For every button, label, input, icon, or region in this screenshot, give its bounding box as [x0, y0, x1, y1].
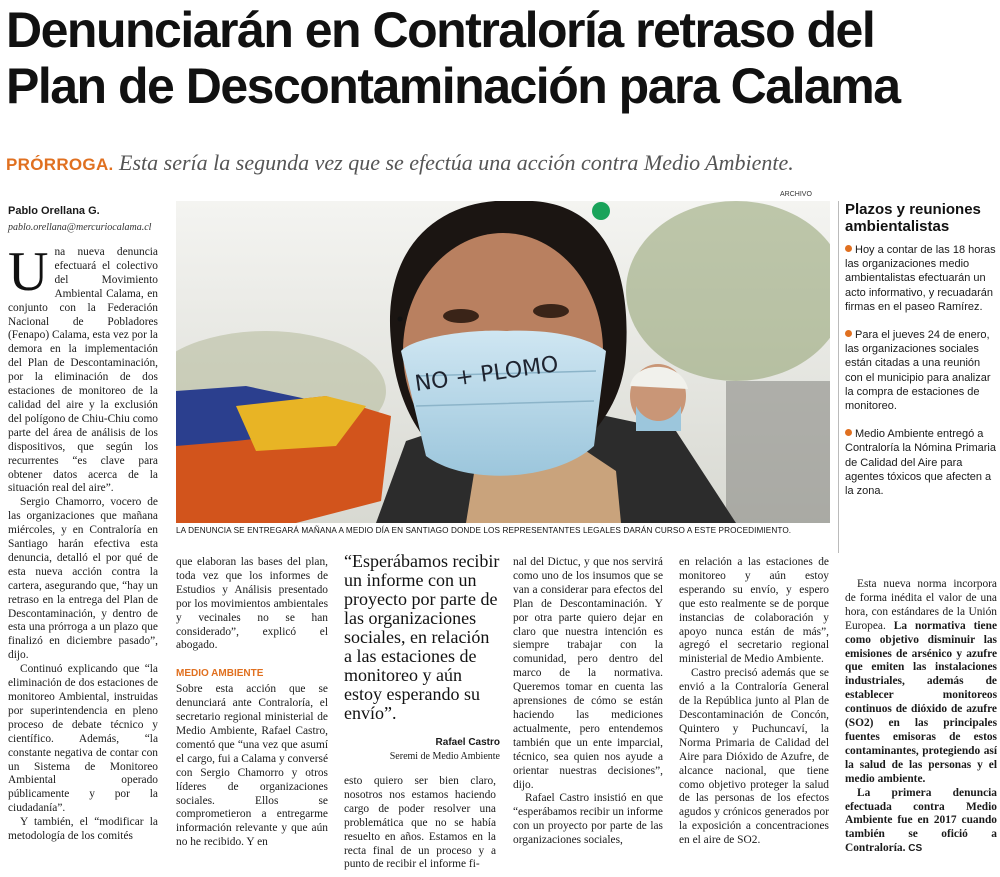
- headline: [6, 2, 996, 114]
- byline-email: pablo.orellana@mercuriocalama.cl: [8, 222, 152, 233]
- body-column-3: [344, 775, 496, 877]
- bullet-icon: [845, 429, 852, 436]
- photo-credit: ARCHIVO: [780, 191, 812, 198]
- photo-caption: LA DENUNCIA SE ENTREGARÁ MAÑANA A MEDIO DÍA EN SANTIAGO DONDE LOS REPRESENTANTES LEGALES DARÁN CURSO A ESTE PROCEDIMIENTO.: [176, 526, 792, 535]
- sidebar-divider: [838, 201, 839, 553]
- body-column-6: [845, 578, 997, 877]
- sidebar-item: Para el jueves 24 de enero, las organizaciones sociales están citadas a una reunión con el municipio para analizar la compra de estaciones de monitoreo.: [845, 329, 991, 413]
- drop-cap: U: [8, 246, 49, 303]
- news-photo: [176, 201, 830, 523]
- sidebar-item: Hoy a contar de las 18 horas las organizaciones medio ambientalistas efectuarán un acto informativo, y recuadarán firmas en el paseo Ramírez.: [845, 244, 996, 313]
- deck: [6, 150, 996, 176]
- byline-author: Pablo Orellana G.: [8, 205, 100, 217]
- deck-kicker: PRÓRROGA.: [6, 155, 114, 174]
- subheading: MEDIO AMBIENTE: [176, 668, 264, 680]
- bullet-icon: [845, 330, 852, 337]
- mask-text: NO + PLOMO: [413, 352, 560, 397]
- pull-quote-role: Seremi de Medio Ambiente: [389, 751, 500, 762]
- protester-photo-illustration: [176, 201, 830, 523]
- paragraph: Continuó explicando que “la eliminación de dos estaciones de monitoreo Ambiental, instruidas por superintendencia en pleno proceso de debate técnico y científico. Además, “la constante negativa de contar con un Sistema de Monitoreo Ambiental operado públicamente y por la ciudadanía”.: [8, 663, 158, 815]
- end-mark: CS: [908, 843, 923, 855]
- pull-quote: [344, 552, 500, 762]
- pull-quote-text: “Esperábamos recibir un informe con un proyecto por parte de las organizaciones sociales, en relación a las estaciones de monitoreo y aún estoy esperando su envío”.: [344, 551, 500, 723]
- paragraph: Sobre esta acción que se denunciará ante Contraloría, el secretario regional ministerial de Medio Ambiente, Rafael Castro, comentó que “una vez que asumí el cargo, fui a Calama y conversé con Sergio Chamorro y otros líderes de organizaciones sociales. Ellos se comprometieron a entregarme información relevante y que aún no he recibido. Y en: [176, 683, 328, 849]
- paragraph: Rafael Castro insistió en que “esperábamos recibir un informe con un proyecto por parte de las organizaciones sociales,: [513, 792, 663, 847]
- paragraph: nal del Dictuc, y que nos servirá como uno de los insumos que se van a considerar para efectos del Plan de Descontaminación. Y por otra parte quiero dejar en claro que nuestra intención es siempre trabajar con la comunidad, pero dentro del marco de la normativa. Queremos tomar en cuenta las aprensiones de cómo se están haciendo las mediciones actualmente, pero entendemos también que un ente imparcial, técnico, sea quien nos ayude a orientar nuestras decisiones”, dijo.: [513, 556, 663, 791]
- paragraph: en relación a las estaciones de monitoreo y aún estoy esperando su envío, y espero que esto realmente se de porque instancias de colaboración y apoyo nunca están de más”, agregó el secretario regional ministerial de Medio Ambiente.: [679, 556, 829, 666]
- bullet-icon: [845, 245, 852, 252]
- paragraph: Castro precisó además que se envió a la Contraloría General de la República junto al Plan de Descontaminación de Concón, Quintero y Puchuncaví, la Norma Primaria de Calidad del Aire para Dióxido de Azufre, de alcance nacional, que tiene como objetivo proteger la salud de las personas de los efectos agudos y crónicos generados por la exposición a concentraciones en el aire de SO2.: [679, 667, 829, 847]
- deck-text: Esta sería la segunda vez que se efectúa una acción contra Medio Ambiente.: [119, 150, 794, 175]
- paragraph: que elaboran las bases del plan, toda vez que los informes de Estudios y Análisis presentado por los movimientos ambientales y vecinales no se han considerado”, explicó el abogado.: [176, 556, 328, 652]
- paragraph-part: Esta nueva norma incorpora de forma inédita el valor de una hora, con estándares de la Unión Europea.: [845, 578, 997, 632]
- pull-quote-name: Rafael Castro: [435, 737, 500, 748]
- paragraph: La primera denuncia efectuada contra Medio Ambiente fue en 2017 cuando también se ofició a Contraloría.: [845, 786, 997, 855]
- sidebar-box: [845, 201, 997, 551]
- paragraph: Y también, el “modificar la metodología de los comités: [8, 816, 158, 843]
- body-column-2: [176, 556, 328, 877]
- paragraph: na nueva denuncia efectuará el colectivo del Movimiento Ambiental Calama, en conjunto con la Federación Nacional de Pobladores (Fenapo) Calama, esta vez por la demora en la implementación del Plan de Descontaminación, por la eliminación de dos estaciones de monitoreo de la calidad del aire y la exclusión del polígono de Chiu-Chiu como parte del área de análisis de los dispositivos, que según los recurrentes “es clave para obtener datos acerca de la situación real del aire”.: [8, 246, 158, 495]
- body-column-5: [679, 556, 829, 877]
- headline-line-1: Denunciarán en Contraloría retraso del: [6, 2, 875, 58]
- paragraph-part-bold: La normativa tiene como objetivo disminuir las emisiones de arsénico y azufre que emiten las instalaciones industriales, además de establecer monitoreos continuos de dióxido de azufre (SO2) en las principales fuentes emisoras de estos contaminantes, protegiendo así la salud de las personas y el medio ambiente.: [845, 619, 997, 785]
- paragraph: Sergio Chamorro, vocero de las organizaciones que mañana miércoles, y en Contraloría en Santiago harán efectiva esta denuncia, detalló el por qué de esta nueva acción contra la cartera, asegurando que, “hay un retraso en la entrega del Plan de Descontaminación, y dentro de esta una prórroga a un plazo que finalizó en diciembre pasado”, dijo.: [8, 496, 158, 662]
- body-column-4: [513, 556, 663, 877]
- headline-line-2: Plan de Descontaminación para Calama: [6, 58, 900, 114]
- sidebar-item: Medio Ambiente entregó a Contraloría la Nómina Primaria de Calidad del Aire para agentes tóxicos que afecten a la zona.: [845, 428, 996, 498]
- paragraph: esto quiero ser bien claro, nosotros nos estamos haciendo cargo de poder resolver una problemática que no se había resuelto en años. Estamos en la recta final de un proceso y a punto de recibir el informe fi-: [344, 775, 496, 871]
- sidebar-title: Plazos y reuniones ambientalistas: [845, 201, 981, 235]
- body-column-1: [8, 246, 158, 877]
